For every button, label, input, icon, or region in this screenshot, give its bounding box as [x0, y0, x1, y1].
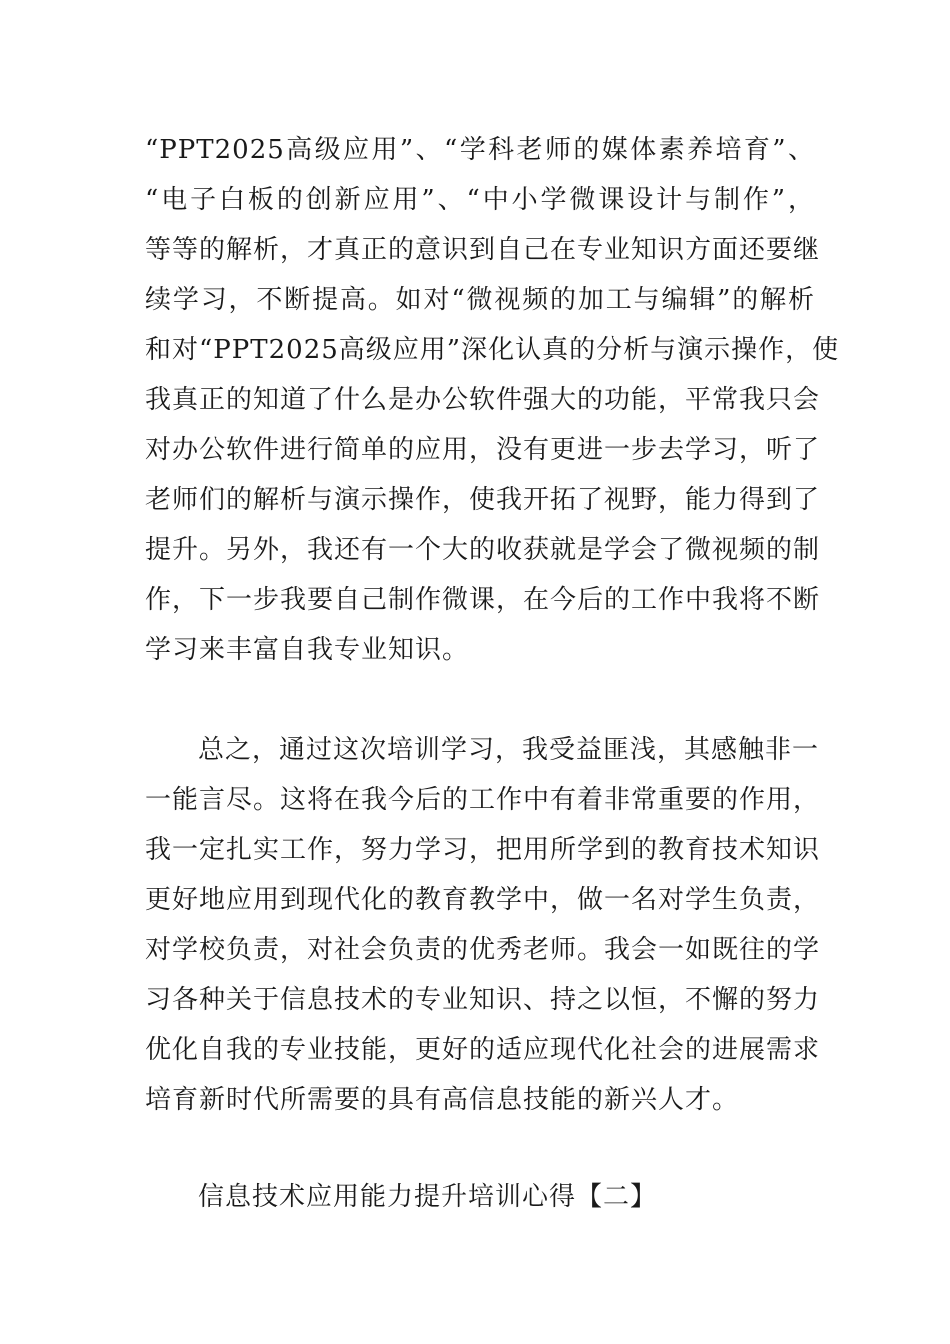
paragraph-line: 对办公软件进行简单的应用，没有更进一步去学习，听了	[145, 435, 821, 465]
paragraph-line: 一能言尽。这将在我今后的工作中有着非常重要的作用，	[145, 785, 821, 815]
paragraph-line: 更好地应用到现代化的教育教学中，做一名对学生负责，	[145, 885, 821, 915]
paragraph-line: “电子白板的创新应用”、“中小学微课设计与制作”，	[145, 185, 815, 215]
section-heading: 信息技术应用能力提升培训心得【二】	[198, 1182, 658, 1212]
paragraph-line: 优化自我的专业技能，更好的适应现代化社会的进展需求	[145, 1035, 821, 1065]
paragraph-line: 习各种关于信息技术的专业知识、持之以恒，不懈的努力	[145, 985, 821, 1015]
paragraph-line: 总之，通过这次培训学习，我受益匪浅，其感触非一	[198, 735, 820, 765]
paragraph-line: “PPT2025高级应用”、“学科老师的媒体素养培育”、	[145, 135, 815, 165]
paragraph-line: 学习来丰富自我专业知识。	[145, 635, 470, 665]
paragraph-line: 培育新时代所需要的具有高信息技能的新兴人才。	[145, 1085, 740, 1115]
paragraph-line: 老师们的解析与演示操作，使我开拓了视野，能力得到了	[145, 485, 821, 515]
paragraph-line: 提升。另外，我还有一个大的收获就是学会了微视频的制	[145, 535, 821, 565]
paragraph-line: 和对“PPT2025高级应用”深化认真的分析与演示操作，使	[145, 335, 840, 365]
paragraph-line: 我一定扎实工作，努力学习，把用所学到的教育技术知识	[145, 835, 821, 865]
paragraph-line: 我真正的知道了什么是办公软件强大的功能，平常我只会	[145, 385, 821, 415]
paragraph-line: 等等的解析，才真正的意识到自己在专业知识方面还要继	[145, 235, 821, 265]
paragraph-line: 续学习，不断提高。如对“微视频的加工与编辑”的解析	[145, 285, 815, 315]
paragraph-line: 对学校负责，对社会负责的优秀老师。我会一如既往的学	[145, 935, 821, 965]
paragraph-line: 作，下一步我要自己制作微课，在今后的工作中我将不断	[145, 585, 821, 615]
